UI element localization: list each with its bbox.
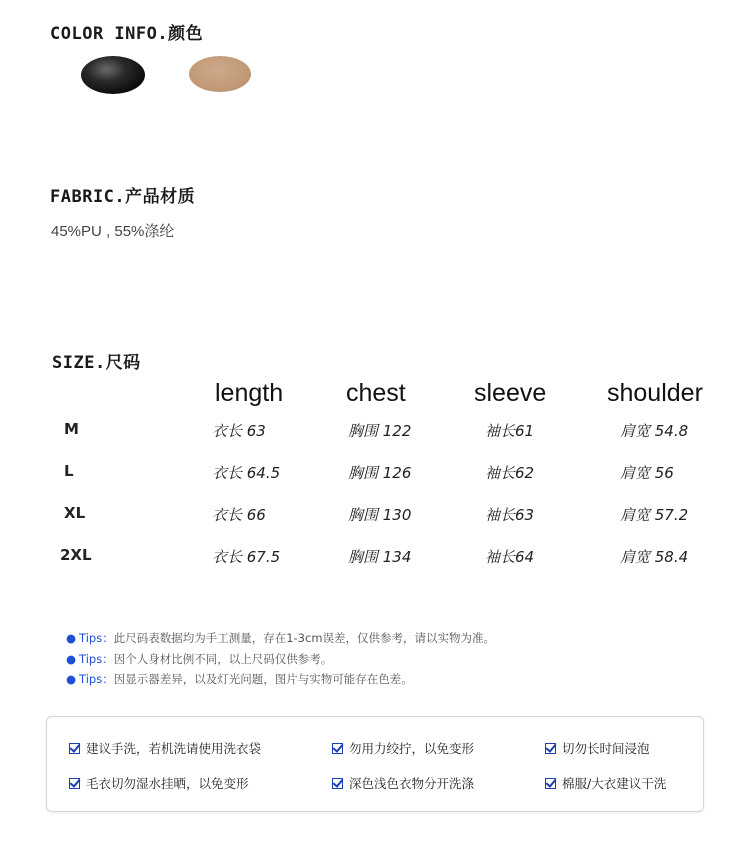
checkbox-checked-icon: [332, 743, 343, 754]
checkbox-checked-icon: [332, 778, 343, 789]
size-label-xl: XL: [64, 504, 86, 522]
column-header-shoulder: shoulder: [607, 379, 703, 407]
checkbox-checked-icon: [545, 743, 556, 754]
color-swatch-black[interactable]: [81, 56, 145, 94]
fabric-heading: FABRIC.产品材质: [50, 187, 196, 207]
column-header-chest: chest: [346, 379, 406, 407]
cell-sleeve-2xl: 袖长64: [485, 548, 535, 566]
cell-length-2xl: 衣长 67.5: [212, 548, 281, 566]
checkbox-checked-icon: [69, 778, 80, 789]
cell-sleeve-l: 袖长62: [485, 464, 535, 482]
cell-chest-l: 胸围 126: [348, 464, 412, 482]
fabric-composition: 45%PU , 55%涤纶: [51, 223, 175, 240]
cell-chest-xl: 胸围 130: [348, 506, 412, 524]
cell-shoulder-2xl: 肩宽 58.4: [620, 548, 689, 566]
bullet-dot-icon: ●: [66, 652, 77, 666]
care-item: 勿用力绞拧，以免变形: [332, 739, 474, 757]
tip-label: Tips: [79, 652, 103, 666]
tip-text: 因个人身材比例不同，以上尺码仅供参考。: [113, 652, 333, 666]
checkbox-checked-icon: [69, 743, 80, 754]
tip-text: 此尺码表数据均为手工测量，存在1-3cm误差，仅供参考，请以实物为准。: [113, 631, 496, 645]
cell-sleeve-m: 袖长61: [485, 422, 535, 440]
care-item: 建议手洗，若机洗请使用洗衣袋: [69, 739, 261, 757]
color-info-heading: COLOR INFO.颜色: [50, 24, 204, 44]
cell-shoulder-l: 肩宽 56: [620, 464, 674, 482]
tip-label: Tips: [79, 672, 103, 686]
size-heading: SIZE.尺码: [52, 353, 141, 373]
color-swatch-tan[interactable]: [189, 56, 251, 92]
size-label-m: M: [64, 420, 79, 438]
bullet-dot-icon: ●: [66, 631, 77, 645]
cell-chest-m: 胸围 122: [348, 422, 412, 440]
cell-length-l: 衣长 64.5: [212, 464, 281, 482]
size-label-l: L: [64, 462, 74, 480]
tip-text: 因显示器差异，以及灯光问题，图片与实物可能存在色差。: [113, 672, 413, 686]
cell-shoulder-m: 肩宽 54.8: [620, 422, 689, 440]
tip-item: ● Tips：此尺码表数据均为手工测量，存在1-3cm误差，仅供参考，请以实物为准。: [66, 631, 496, 645]
column-header-sleeve: sleeve: [474, 379, 547, 407]
care-item: 毛衣切勿湿水挂晒，以免变形: [69, 774, 249, 792]
care-item: 深色浅色衣物分开洗涤: [332, 774, 474, 792]
care-instructions-box: [46, 716, 704, 812]
tip-item: ● Tips：因显示器差异，以及灯光问题，图片与实物可能存在色差。: [66, 672, 413, 686]
cell-length-m: 衣长 63: [212, 422, 266, 440]
tip-item: ● Tips：因个人身材比例不同，以上尺码仅供参考。: [66, 652, 333, 666]
cell-chest-2xl: 胸围 134: [348, 548, 412, 566]
cell-sleeve-xl: 袖长63: [485, 506, 535, 524]
tip-label: Tips: [79, 631, 103, 645]
cell-length-xl: 衣长 66: [212, 506, 266, 524]
size-label-2xl: 2XL: [60, 546, 92, 564]
cell-shoulder-xl: 肩宽 57.2: [620, 506, 689, 524]
care-item: 棉服/大衣建议干洗: [545, 774, 666, 792]
care-item: 切勿长时间浸泡: [545, 739, 650, 757]
column-header-length: length: [215, 379, 284, 407]
checkbox-checked-icon: [545, 778, 556, 789]
bullet-dot-icon: ●: [66, 672, 77, 686]
